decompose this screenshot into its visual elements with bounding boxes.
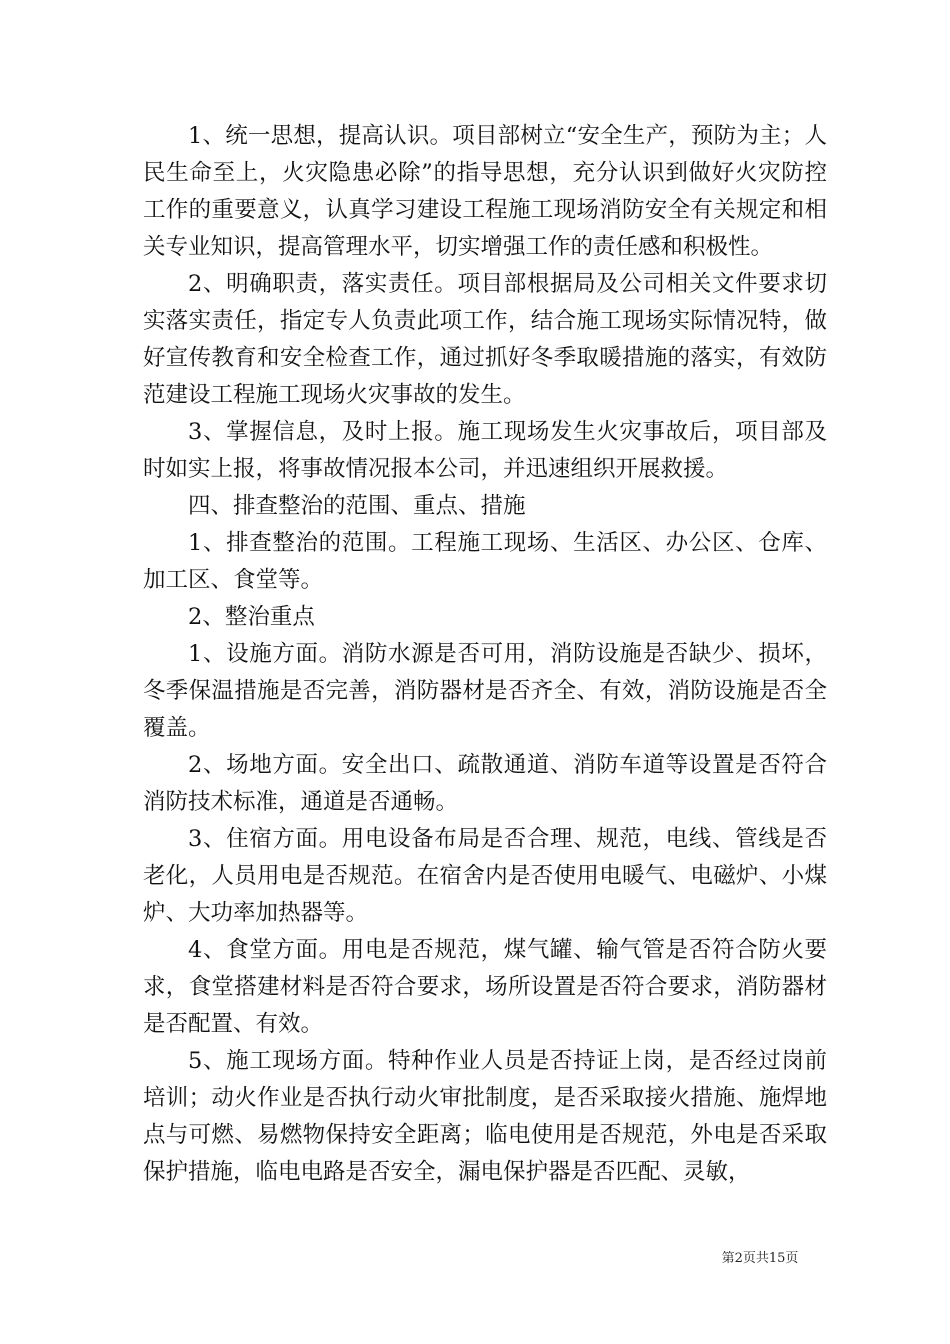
paragraph-scope: 1、排查整治的范围。工程施工现场、生活区、办公区、仓库、加工区、食堂等。 xyxy=(143,530,827,593)
paragraph-unify-thinking: 1、统一思想，提高认识。项目部树立“安全生产，预防为主；人民生命至上，火灾隐患必除”的指导思想，充分认识到做好火灾防控工作的重要意义，认真学习建设工程施工现场消防安全有关规定和相关专业知识，提高管理水平，切实增强工作的责任感和积极性。 xyxy=(143,123,827,260)
paragraph-site: 2、场地方面。安全出口、疏散通道、消防车道等设置是否符合消防技术标准，通道是否通畅。 xyxy=(143,752,827,815)
paragraph-accommodation: 3、住宿方面。用电设备布局是否合理、规范，电线、管线是否老化，人员用电是否规范。在宿舍内是否使用电暖气、电磁炉、小煤炉、大功率加热器等。 xyxy=(143,826,827,926)
paragraph-facilities: 1、设施方面。消防水源是否可用，消防设施是否缺少、损坏，冬季保温措施是否完善，消防器材是否齐全、有效，消防设施是否全覆盖。 xyxy=(143,641,827,741)
document-body xyxy=(143,118,827,1191)
page-number: 第2页共15页 xyxy=(721,1251,799,1266)
paragraph-clarify-duties: 2、明确职责，落实责任。项目部根据局及公司相关文件要求切实落实责任，指定专人负责此项工作，结合施工现场实际情况特，做好宣传教育和安全检查工作，通过抓好冬季取暖措施的落实，有效防范建设工程施工现场火灾事故的发生。 xyxy=(143,271,827,408)
section-heading-scope: 四、排查整治的范围、重点、措施 xyxy=(188,493,526,519)
paragraph-construction-site: 5、施工现场方面。特种作业人员是否持证上岗，是否经过岗前培训；动火作业是否执行动火审批制度，是否采取接火措施、施焊地点与可燃、易燃物保持安全距离；临电使用是否规范，外电是否采取保护措施，临电电路是否安全，漏电保护器是否匹配、灵敏， xyxy=(143,1048,827,1185)
paragraph-canteen: 4、食堂方面。用电是否规范，煤气罐、输气管是否符合防火要求，食堂搭建材料是否符合要求，场所设置是否符合要求，消防器材是否配置、有效。 xyxy=(143,937,827,1037)
subheading-key-points: 2、整治重点 xyxy=(188,604,315,630)
paragraph-grasp-information: 3、掌握信息，及时上报。施工现场发生火灾事故后，项目部及时如实上报，将事故情况报本公司，并迅速组织开展救援。 xyxy=(143,419,827,482)
